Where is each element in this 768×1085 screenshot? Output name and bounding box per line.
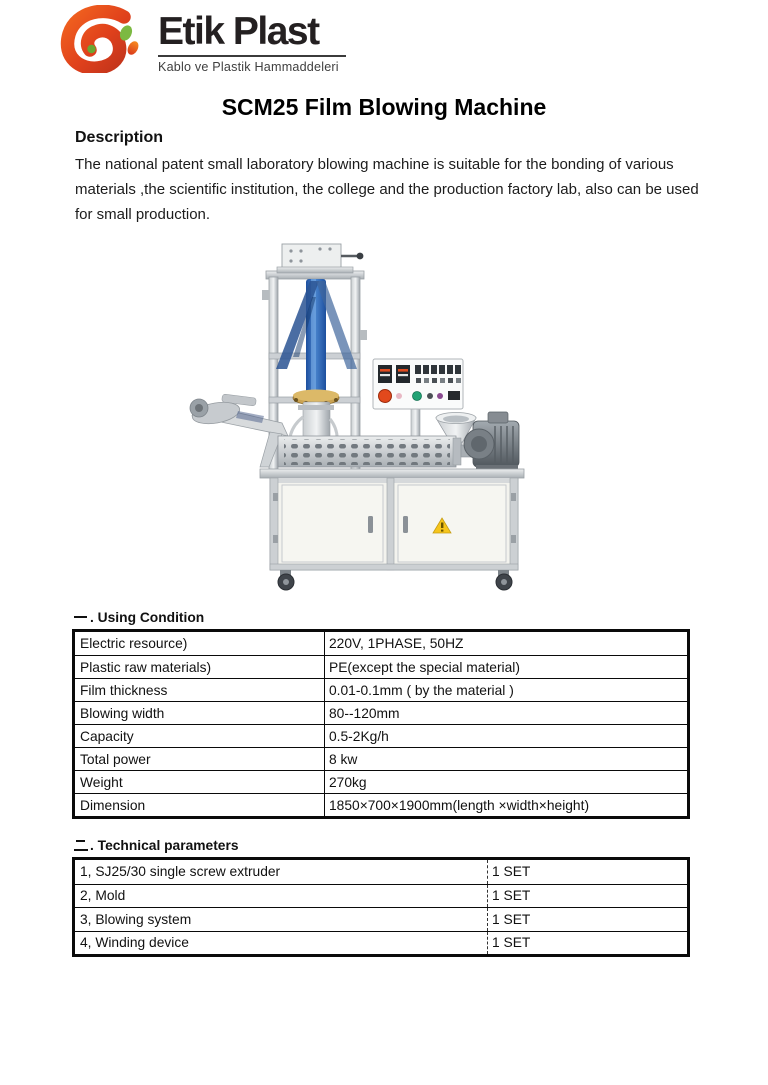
brand-tagline: Kablo ve Plastik Hammaddeleri: [158, 60, 339, 74]
param-value: 0.01-0.1mm ( by the material ): [329, 682, 514, 698]
using-condition-heading: . Using Condition: [74, 610, 204, 625]
table-row: [75, 701, 687, 724]
emergency-stop-button: [379, 390, 392, 403]
description-text: The national patent small laboratory blowing machine is suitable for the bonding of various materials ,the scientific institution, the college and the production factory lab, also can be used for small production.: [75, 156, 699, 223]
left-door: [282, 485, 383, 562]
using-condition-table: [72, 629, 690, 819]
param-label: Blowing width: [75, 702, 325, 724]
param-value: 270kg: [329, 774, 367, 790]
table-row: [75, 678, 687, 701]
table-row: [75, 655, 687, 678]
cjk-numeral-two: [74, 839, 88, 851]
nip-roller-unit: [277, 244, 363, 273]
machine-photo: [170, 235, 570, 605]
cjk-numeral-one: [74, 611, 88, 623]
param-label: Film thickness: [75, 679, 325, 701]
component-label: 2, Mold: [75, 885, 488, 908]
component-label: 1, SJ25/30 single screw extruder: [75, 860, 488, 884]
table-row: [75, 884, 687, 908]
component-qty: 1 SET: [492, 935, 531, 951]
param-label: Electric resource): [75, 632, 325, 655]
description-heading: Description: [75, 129, 164, 146]
table-row: [75, 632, 687, 655]
etik-plast-swirl-icon: [60, 5, 152, 73]
table-row: [75, 907, 687, 931]
door-handle: [368, 516, 373, 533]
start-button: [413, 392, 422, 401]
table-row: [75, 724, 687, 747]
param-value: 1850×700×1900mm(length ×width×height): [329, 797, 590, 813]
param-label: Total power: [75, 748, 325, 770]
param-label: Weight: [75, 771, 325, 793]
param-label: Capacity: [75, 725, 325, 747]
logo-text-block: [158, 5, 346, 74]
table-row: [75, 860, 687, 884]
brand-name: Etik Plast: [158, 10, 319, 53]
cabinet: [270, 478, 518, 570]
component-qty: 1 SET: [492, 888, 531, 904]
component-qty: 1 SET: [492, 911, 531, 927]
table-row: [75, 747, 687, 770]
table-row: [75, 770, 687, 793]
page-title: SCM25 Film Blowing Machine: [221, 94, 547, 120]
door-handle: [403, 516, 408, 533]
param-value: 220V, 1PHASE, 50HZ: [329, 636, 464, 651]
component-label: 3, Blowing system: [75, 908, 488, 931]
table-row: [75, 931, 687, 955]
table-row: [75, 793, 687, 816]
component-qty: 1 SET: [492, 864, 531, 880]
param-value: 80--120mm: [329, 705, 400, 721]
param-label: Plastic raw materials): [75, 656, 325, 678]
casters: [278, 570, 512, 590]
technical-parameters-heading: . Technical parameters: [74, 838, 239, 853]
logo-divider: [158, 55, 346, 57]
technical-parameters-table: [72, 857, 690, 957]
table-top: [260, 469, 524, 478]
component-label: 4, Winding device: [75, 932, 488, 955]
company-logo: [60, 5, 346, 74]
param-label: Dimension: [75, 794, 325, 816]
param-value: PE(except the special material): [329, 659, 520, 675]
right-door: [398, 485, 506, 562]
param-value: 0.5-2Kg/h: [329, 728, 389, 744]
extruder-barrel: [278, 436, 475, 467]
param-value: 8 kw: [329, 751, 358, 767]
film-bubble: [276, 279, 357, 400]
